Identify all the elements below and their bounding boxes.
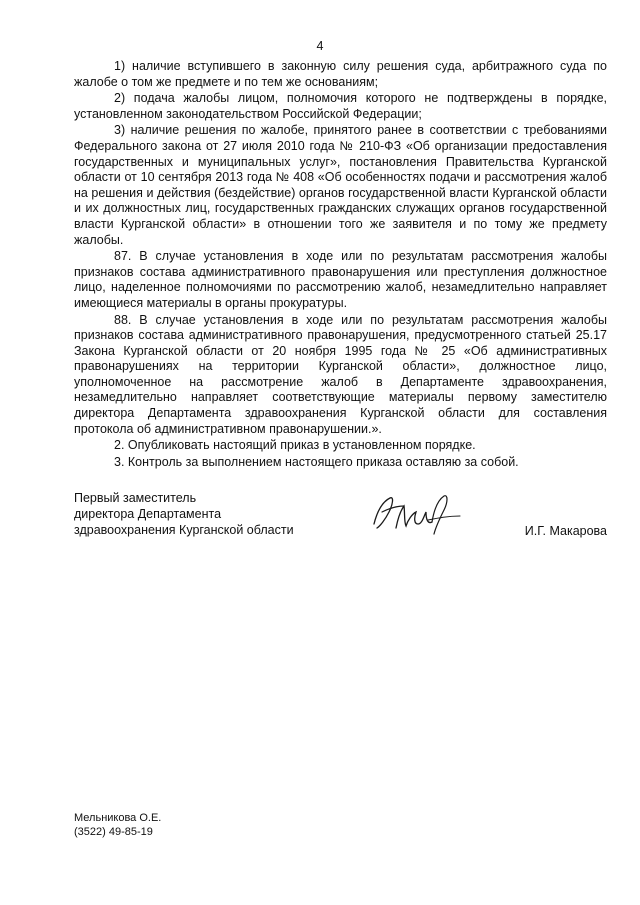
paragraph-order-2: 2. Опубликовать настоящий приказ в установленном порядке. bbox=[114, 438, 476, 453]
executor-name: Мельникова О.Е. bbox=[74, 812, 162, 824]
executor-info bbox=[74, 812, 161, 839]
handwritten-signature bbox=[368, 490, 464, 540]
document-body bbox=[74, 58, 607, 470]
signatory-title-line: здравоохранения Курганской области bbox=[74, 523, 294, 537]
executor-phone: (3522) 49-85-19 bbox=[74, 825, 153, 838]
paragraph-refusal-2: 2) подача жалобы лицом, полномочия которого не подтверждены в порядке, установленном законодательством Российской Федерации; bbox=[74, 91, 607, 121]
signatory-title-line: Первый заместитель bbox=[74, 491, 197, 505]
page-number: 4 bbox=[316, 39, 324, 53]
signatory-title-line: директора Департамента bbox=[74, 507, 222, 521]
signatory-name: И.Г. Макарова bbox=[524, 524, 607, 538]
paragraph-refusal-3: 3) наличие решения по жалобе, принятого ранее в соответствии с требованиями Федерального закона от 27 июля 2010 года № 210-ФЗ «Об организации предоставления государственных и муниципальных услуг», постановления Правительства Курганской области от 10 сентября 2013 года № 408 «Об особенностях подачи и рассмотрения жалоб на решения и действия (бездействие) органов государственной власти Курганской области и их должностных лиц, государственных гражданских служащих органов государственной власти Курганской области» в отношении того же заявителя и по тому же предмету жалобы. bbox=[74, 123, 607, 247]
paragraph-refusal-1: 1) наличие вступившего в законную силу решения суда, арбитражного суда по жалобе о том же предмете и по тем же основаниям; bbox=[74, 59, 607, 89]
paragraph-order-3: 3. Контроль за выполнением настоящего приказа оставляю за собой. bbox=[114, 454, 519, 469]
signature-block bbox=[74, 490, 607, 550]
paragraph-clause-88: 88. В случае установления в ходе или по результатам рассмотрения жалобы признаков состава административного правонарушения, предусмотренного статьей 25.17 Закона Курганской области от 20 ноября 1995 года № 25 «Об административных правонарушениях на территории Курганской области», должностное лицо, уполномоченное на рассмотрение жалоб в Департаменте здравоохранения, незамедлительно направляет соответствующие материалы первому заместителю директора Департамента здравоохранения Курганской области для составления протокола об административном правонарушении.». bbox=[74, 312, 607, 436]
paragraph-clause-87: 87. В случае установления в ходе или по результатам рассмотрения жалобы признаков состава административного правонарушения или преступления должностное лицо, наделенное полномочиями по рассмотрению жалоб, незамедлительно направляет имеющиеся материалы в органы прокуратуры. bbox=[74, 249, 607, 310]
